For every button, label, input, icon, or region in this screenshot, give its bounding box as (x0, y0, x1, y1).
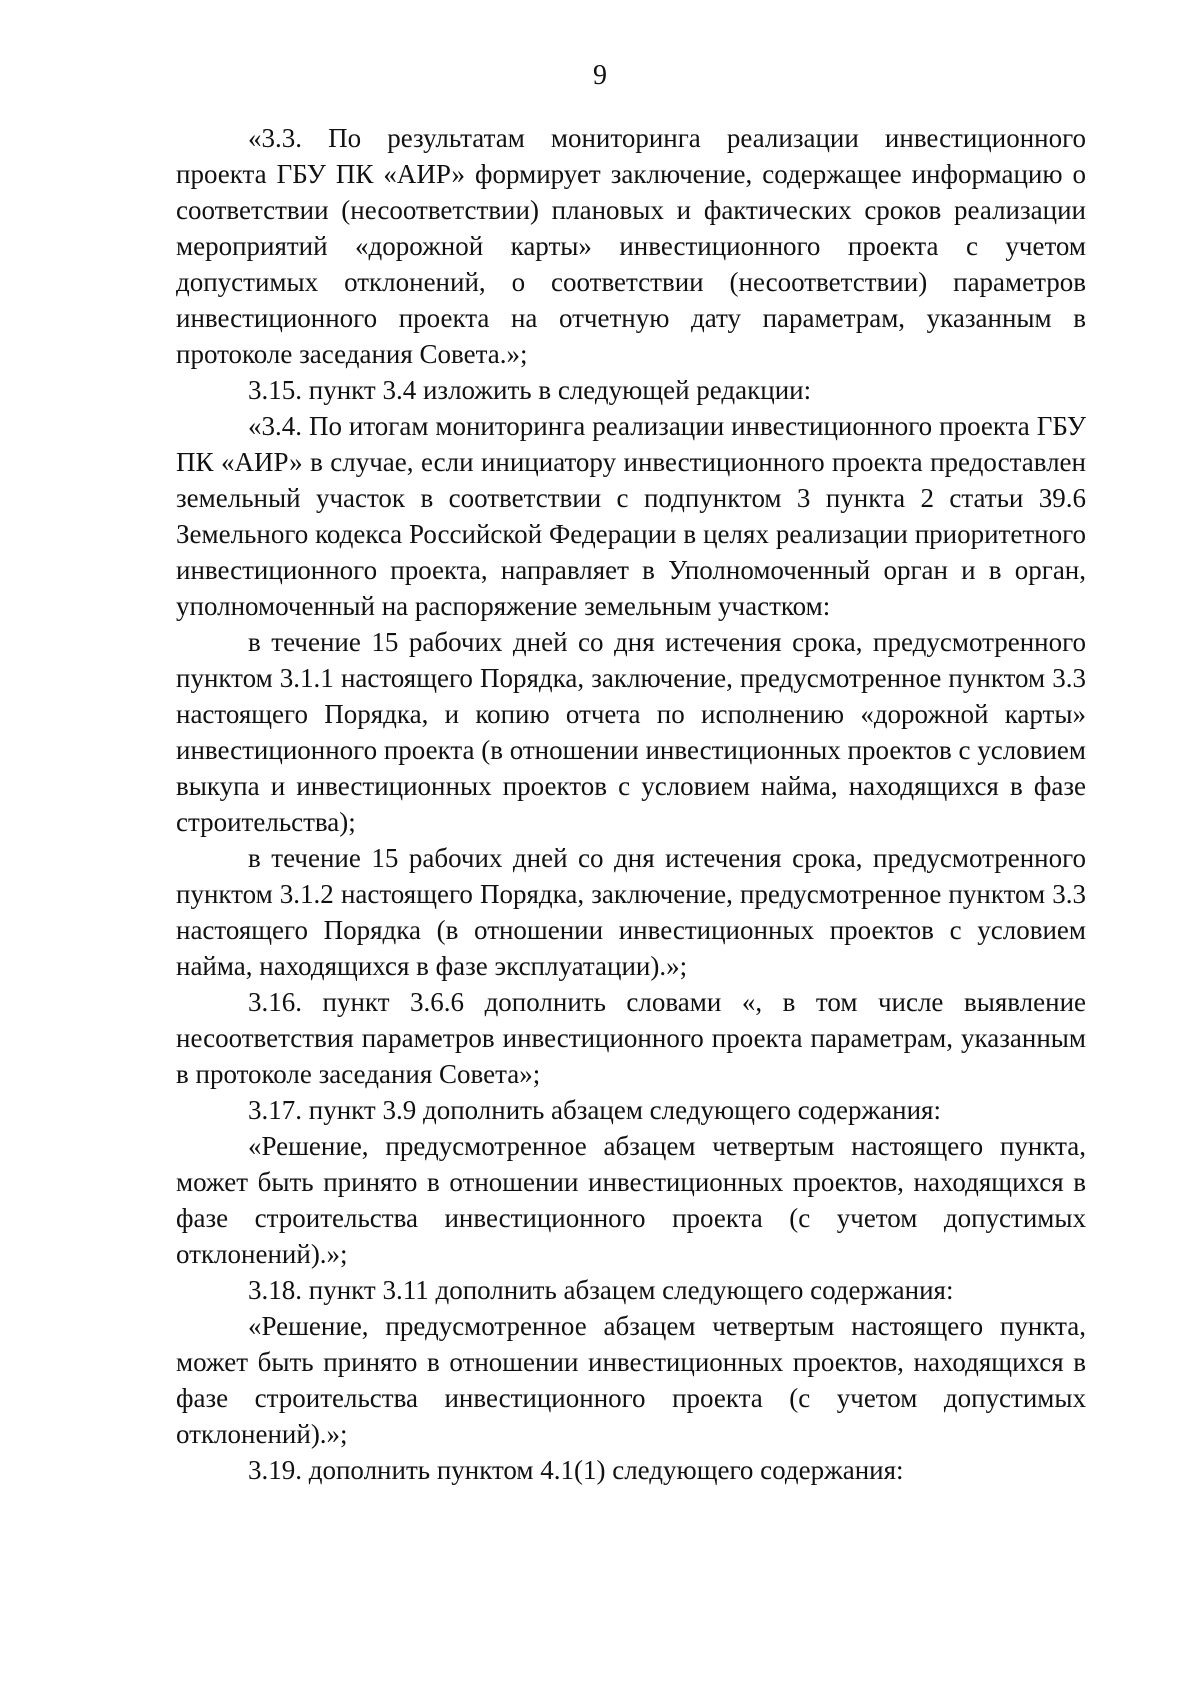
document-body (176, 120, 1086, 1488)
paragraph-3-16: 3.16. пункт 3.6.6 дополнить словами «, в том числе выявление несоответствия параметров инвестиционного проекта параметрам, указанным в протоколе заседания Совета»; (176, 987, 1086, 1089)
page-number: 9 (593, 60, 607, 91)
paragraph-3-4: «3.4. По итогам мониторинга реализации инвестиционного проекта ГБУ ПК «АИР» в случае, если инициатору инвестиционного проекта предоставлен земельный участок в соответствии с подпунктом 3 пункта 2 статьи 39.6 Земельного кодекса Российской Федерации в целях реализации приоритетного инвестиционного проекта, направляет в Уполномоченный орган и в орган, уполномоченный на распоряжение земельным участком: (176, 411, 1086, 621)
paragraph-decision-3-11: «Решение, предусмотренное абзацем четвертым настоящего пункта, может быть принято в отношении инвестиционных проектов, находящихся в фазе строительства инвестиционного проекта (с учетом допустимых отклонений).»; (176, 1311, 1086, 1449)
paragraph-3-15: 3.15. пункт 3.4 изложить в следующей редакции: (248, 375, 812, 405)
paragraph-term-3-1-1: в течение 15 рабочих дней со дня истечения срока, предусмотренного пунктом 3.1.1 настоящего Порядка, заключение, предусмотренное пунктом 3.3 настоящего Порядка, и копию отчета по исполнению «дорожной карты» инвестиционного проекта (в отношении инвестиционных проектов с условием выкупа и инвестиционных проектов с условием найма, находящихся в фазе строительства); (176, 627, 1086, 837)
paragraph-3-19: 3.19. дополнить пунктом 4.1(1) следующего содержания: (248, 1455, 904, 1485)
paragraph-3-18: 3.18. пункт 3.11 дополнить абзацем следующего содержания: (248, 1275, 954, 1305)
paragraph-3-3: «3.3. По результатам мониторинга реализации инвестиционного проекта ГБУ ПК «АИР» формирует заключение, содержащее информацию о соответствии (несоответствии) плановых и фактических сроков реализации мероприятий «дорожной карты» инвестиционного проекта с учетом допустимых отклонений, о соответствии (несоответствии) параметров инвестиционного проекта на отчетную дату параметрам, указанным в протоколе заседания Совета.»; (176, 123, 1086, 369)
paragraph-term-3-1-2: в течение 15 рабочих дней со дня истечения срока, предусмотренного пунктом 3.1.2 настоящего Порядка, заключение, предусмотренное пунктом 3.3 настоящего Порядка (в отношении инвестиционных проектов с условием найма, находящихся в фазе эксплуатации).»; (176, 843, 1086, 981)
paragraph-decision-3-9: «Решение, предусмотренное абзацем четвертым настоящего пункта, может быть принято в отношении инвестиционных проектов, находящихся в фазе строительства инвестиционного проекта (с учетом допустимых отклонений).»; (176, 1131, 1086, 1269)
paragraph-3-17: 3.17. пункт 3.9 дополнить абзацем следующего содержания: (248, 1095, 941, 1125)
